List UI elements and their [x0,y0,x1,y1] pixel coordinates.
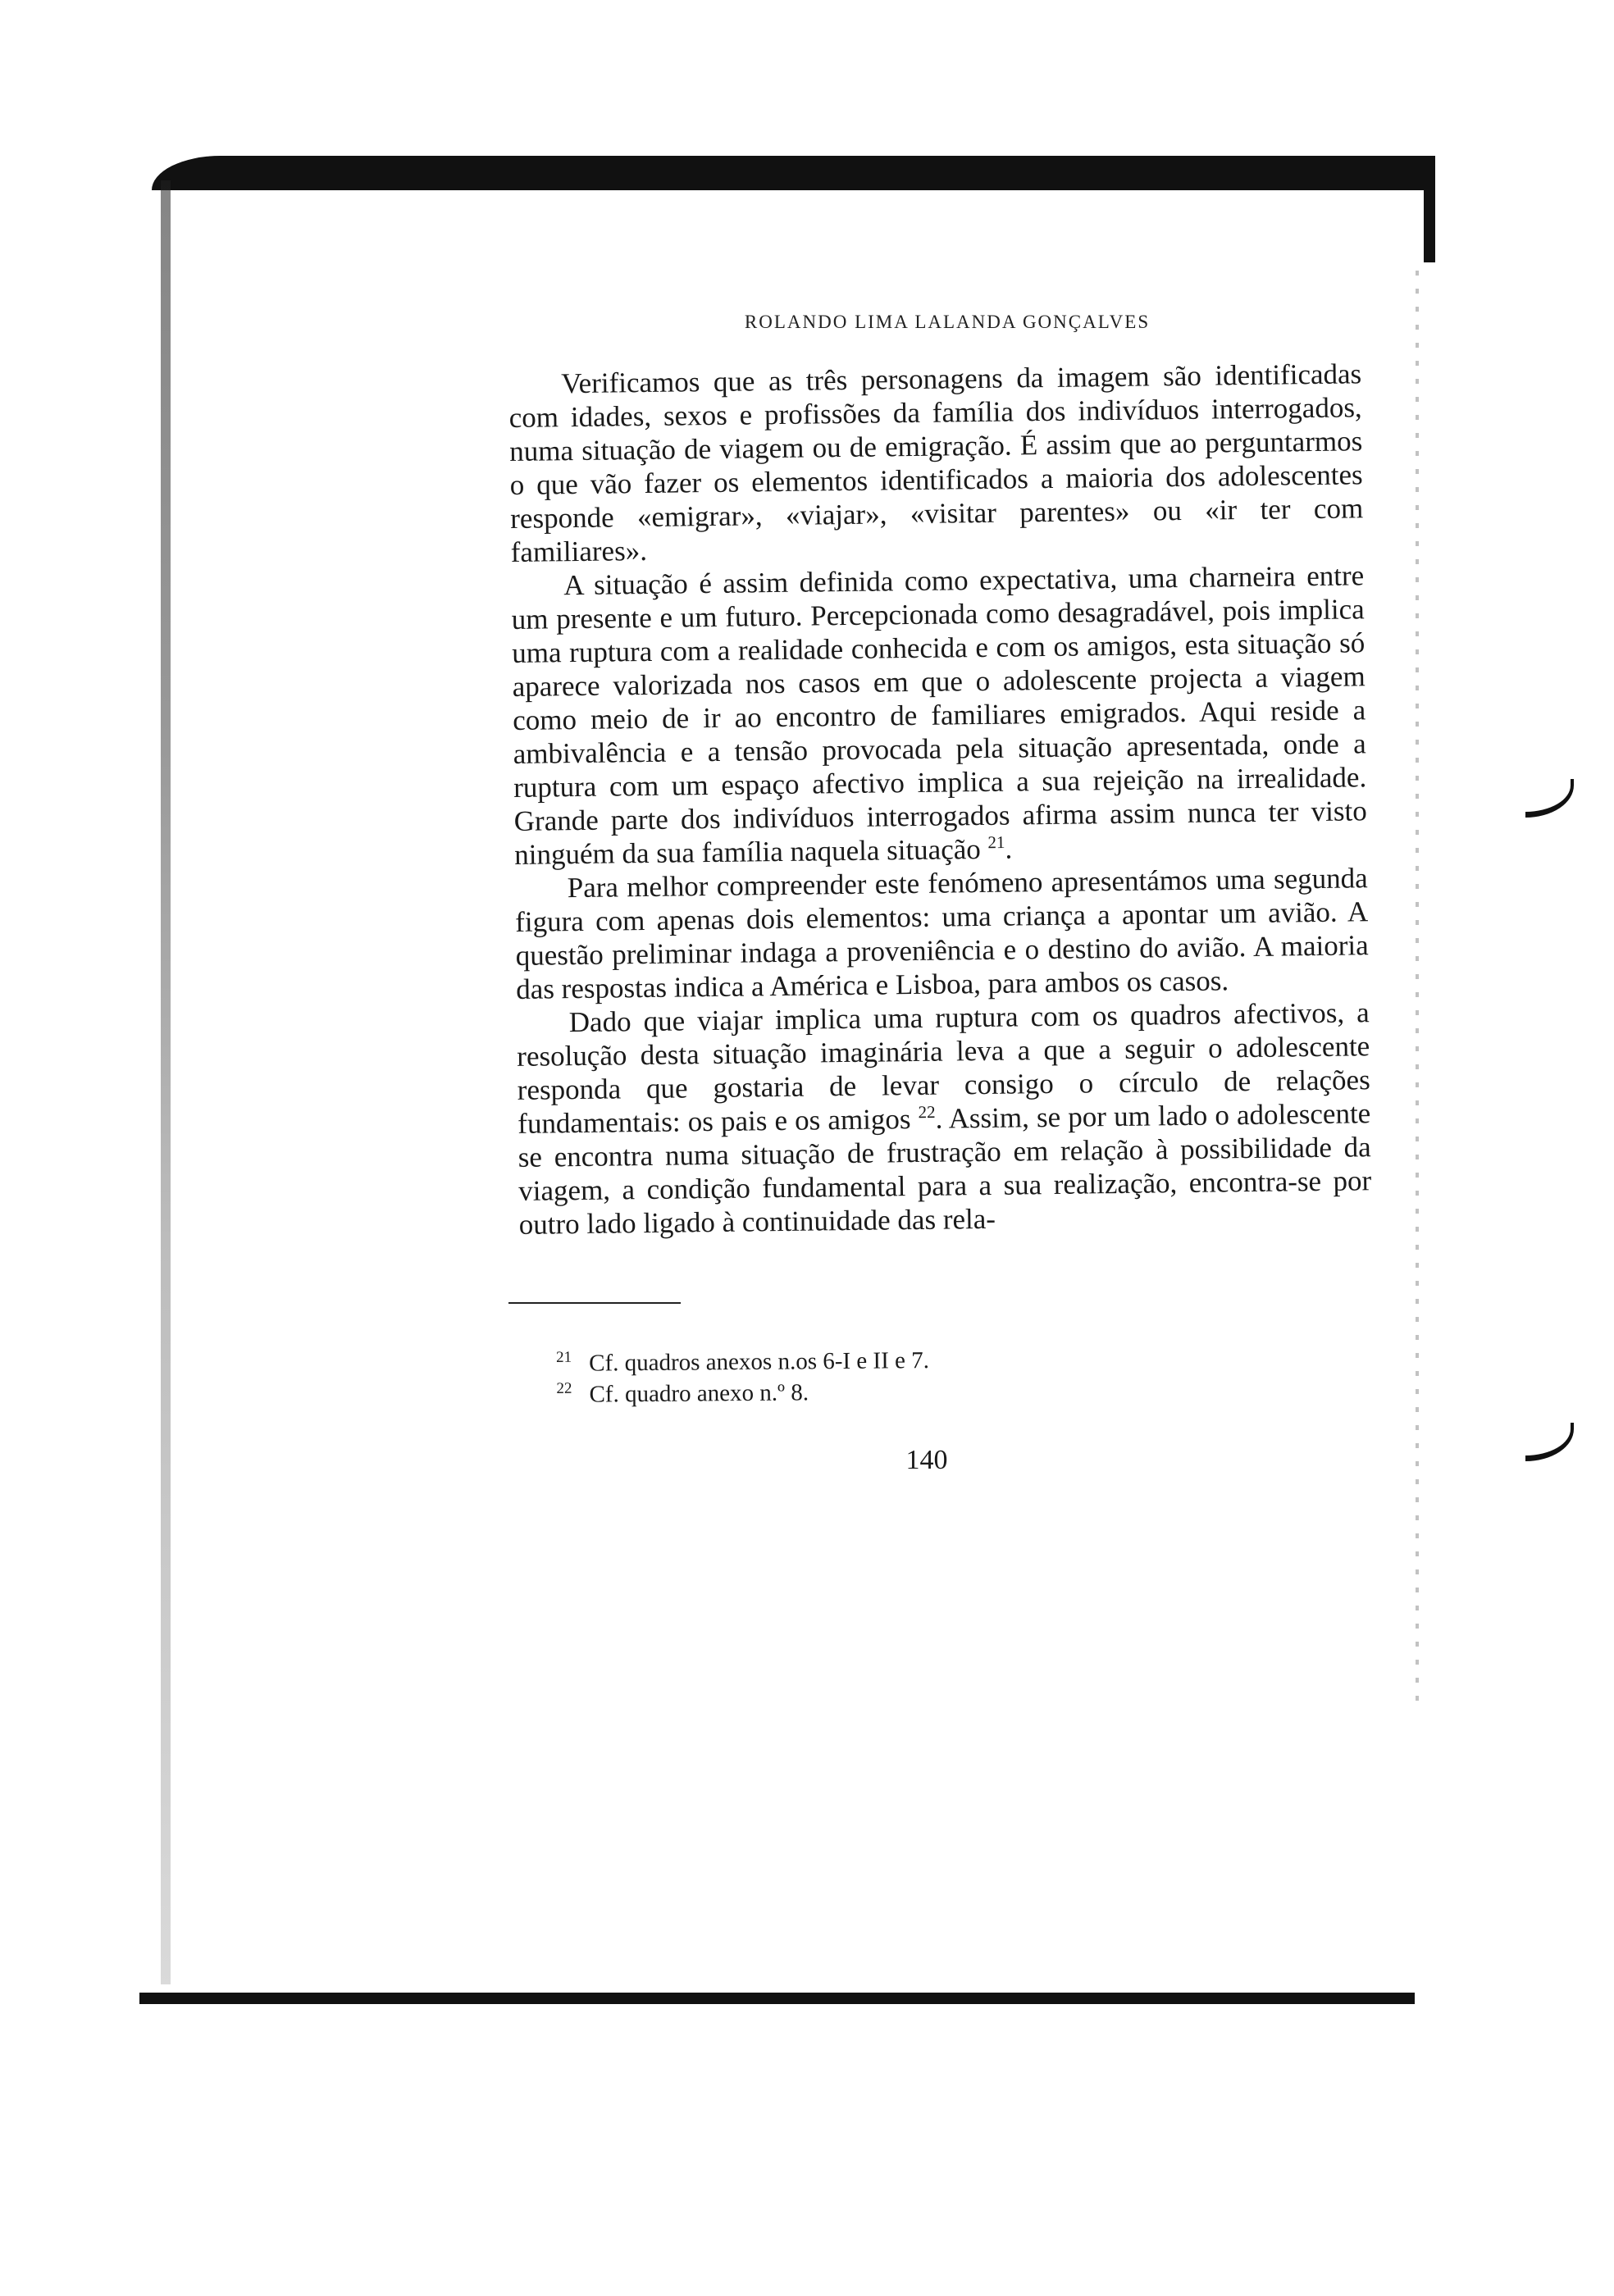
paragraph [515,861,1370,1006]
book-page [508,312,1372,1476]
scan-frame-left [161,180,171,1984]
paragraph-text: Dado que viajar implica uma ruptura com os quadros afectivos, a resolução desta situação imaginária leva a que a seguir o adolescente responda que gostaria de levar consigo o círculo de relações fundamentais: os pais e os amigos [517,996,1370,1140]
paragraph-text-after: . Assim, se por um lado o adolescente se encontra numa situação de frustração em relação à possibilidade da viagem, a condição fundamental para a sua realização, encontra-se por outro lado ligado à continuidade das rela- [517,1097,1372,1241]
footnote-text: Cf. quadros anexos n.os 6-I e II e 7. [589,1347,930,1377]
paragraph [511,558,1367,872]
paragraph-text: Verificamos que as três personagens da imagem são identificadas com idades, sexos e profissões da família dos indivíduos interrogados, numa situação de viagem ou de emigração. É assim que ao perguntarmos o que vão fazer os elementos identificados a maioria dos adolescentes responde «emigrar», «viajar», «visitar parentes» ou «ir ter com familiares». [508,358,1364,568]
footnote-text: Cf. quadro anexo n.º 8. [589,1379,809,1408]
page-number: 140 [905,1445,948,1475]
scan-frame-right [1424,164,1435,262]
running-head: ROLANDO LIMA LALANDA GONÇALVES [744,312,1151,332]
paragraph-text: A situação é assim definida como expectativa, uma charneira entre um presente e um futuro. Percepcionada como desagradável, pois implica uma ruptura com a realidade conhecida e com os amigos, esta situação só aparece valorizada nos casos em que o adolescente projecta a viagem como meio de ir ao encontro de familiares emigrados. Aqui reside a ambivalência e a tensão provocada pela situação apresentada, onde a ruptura com um espaço afectivo implica a sua rejeição na irrealidade. Grande parte dos indivíduos interrogados afirma assim nunca ter visto ninguém da sua família naquela situação [511,559,1367,871]
scan-frame-top [152,156,1435,190]
scan-curl-mark [1525,1423,1574,1461]
paragraph-text-after: . [1005,832,1013,865]
scan-edge-marks [1416,271,1419,1706]
footnote-divider [508,1302,681,1304]
footnotes [556,1341,1362,1410]
footnote-reference: 22 [918,1102,936,1123]
footnote-reference: 21 [987,831,1005,853]
scan-frame-bottom [139,1993,1415,2004]
paragraph [517,995,1372,1241]
body-text [508,357,1372,1241]
footnote [556,1372,1361,1410]
scan-curl-mark [1525,779,1574,818]
paragraph-text: Para melhor compreender este fenómeno apresentámos uma segunda figura com apenas dois elementos: uma criança a apontar um avião. A questão preliminar indaga a proveniência e o destino do avião. A maioria das respostas indica a América e Lisboa, para ambos os casos. [515,862,1369,1005]
paragraph [508,357,1364,569]
